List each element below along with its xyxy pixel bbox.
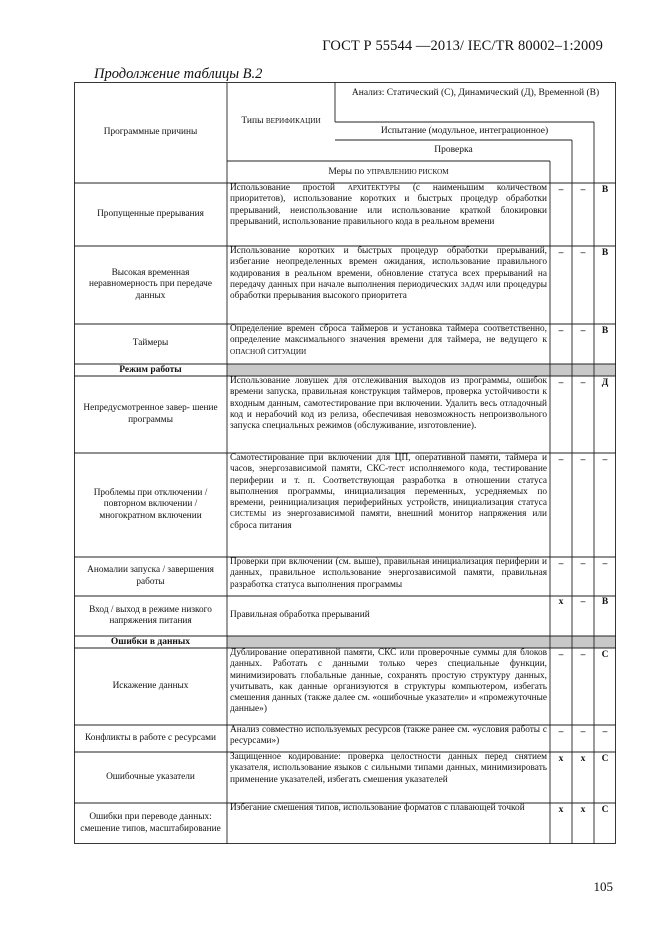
flag-check: – bbox=[558, 378, 564, 388]
row-cause: Конфликты в работе с ресурсами bbox=[84, 732, 217, 743]
section-title: Режим работы bbox=[119, 365, 182, 375]
flag-testing: – bbox=[580, 185, 586, 195]
flag-analysis: В bbox=[601, 326, 609, 336]
flag-analysis: С bbox=[601, 650, 609, 660]
row-measure bbox=[227, 596, 550, 636]
row-measure-text: Правильная обработка прерываний bbox=[230, 610, 370, 621]
flag-testing: – bbox=[580, 727, 586, 737]
document-header: ГОСТ Р 55544 —2013/ IEC/TR 80002–1:2009 bbox=[322, 38, 603, 54]
flag-check: – bbox=[558, 185, 564, 195]
flag-check: – bbox=[558, 727, 564, 737]
row-measure-text: Использование ловушек для отслеживания выходов из программы, ошибок времени запуска, правильная конструкция таймеров, проверка устойчивости к входным данным, самотестирование при включении. Удалить весь отладочный код и нерабочий код из релиза, обеспечивая невозможность непроизвольного запуска специальных режимов (обслуживание, изготовление). bbox=[230, 376, 547, 432]
row-measure bbox=[227, 324, 550, 364]
page-number: 105 bbox=[593, 879, 613, 894]
flag-analysis: В bbox=[601, 597, 609, 607]
row-measure-text: Использование коротких и быстрых процедур обработки прерываний, избегание неопределенных времен ожидания, использование правильного кодирования в реальном времени, обновление статуса всех прерываний на передачу данных при начале выполнения периодических ЗАДАЧ или процедуры обработки прерывания высокого приоритета bbox=[230, 246, 548, 302]
row-cause: Непредусмотренное завер- шение программы bbox=[83, 403, 218, 425]
flag-testing: – bbox=[580, 455, 586, 465]
row-measure-text: Использование простой АРХИТЕКТУРЫ (с наименьшим количеством приоритетов), использование коротких и быстрых процедур обработки прерываний, неиспользование или использование краткой блокировки прерываний, использование правильного кода в реальном времени bbox=[230, 183, 547, 227]
row-measure bbox=[227, 752, 550, 803]
header-types-smallcaps: ВЕРИФИКАЦИИ bbox=[265, 116, 321, 125]
smallcaps-term: ЗАДАЧ bbox=[460, 280, 484, 289]
section-title: Ошибки в данных bbox=[110, 637, 191, 647]
header-check: Проверка bbox=[434, 145, 473, 155]
flag-testing: – bbox=[580, 378, 586, 388]
header-testing: Испытание (модульное, интеграционное) bbox=[380, 126, 549, 136]
header-measures-smallcaps: УПРАВЛЕНИЮ РИСКОМ bbox=[366, 168, 449, 176]
header-analysis: Анализ: Статический (С), Динамический (Д), Временной (В) bbox=[351, 88, 600, 98]
header-causes: Программные причины bbox=[103, 126, 198, 137]
flag-analysis: С bbox=[601, 805, 609, 815]
row-cause: Аномалии запуска / завершения работы bbox=[87, 565, 214, 587]
flag-analysis: С bbox=[601, 754, 609, 764]
flag-check: – bbox=[558, 455, 564, 465]
row-measure bbox=[227, 246, 550, 324]
row-cause: Проблемы при отключении / повторном включении / многократном включении bbox=[93, 488, 208, 521]
row-measure-text: Дублирование оперативной памяти, СКС или проверочные суммы для блоков данных. Работать с данными только через специальные функции, минимизировать глобальные данные, сохранять простую структуру данных, учитывать, как данные организуются в структуры компьютером, избегать смешения данных (также далее см. «ошибочные указатели» и «промежуточные данные») bbox=[230, 648, 547, 715]
smallcaps-term: ОПАСНОЙ СИТУАЦИИ bbox=[230, 347, 307, 356]
flag-check: – bbox=[558, 650, 564, 660]
flag-analysis: – bbox=[602, 559, 608, 569]
row-measure-text: Проверки при включении (см. выше), правильная инициализация периферии и данных, правильное использование энергозависимой памяти, правильная разработка статуса выполнения программы bbox=[230, 557, 547, 590]
flag-testing: – bbox=[580, 597, 586, 607]
flag-testing: х bbox=[580, 754, 586, 764]
row-measure-text: Определение времен сброса таймеров и установка таймера соответственно, определение максимального значения времени для таймера, не ведущего к ОПАСНОЙ СИТУАЦИИ bbox=[230, 324, 547, 356]
row-measure-text: Самотестирование при включении для ЦП, оперативной памяти, таймера и часов, энергозависимой памяти, СКС-тест исполняемого кода, тестирование периферии и т. п. Соответствующая разработка в отношении статуса выполнения программы, инициализация переменных, усредняемых по времени, реинициализация периферийных устройств, инициализация статуса СИСТЕМЫ из энергозависимой памяти, внешний монитор напряжения или сброса питания bbox=[230, 453, 547, 531]
flag-check: – bbox=[558, 559, 564, 569]
row-cause: Вход / выход в режиме низкого напряжения питания bbox=[89, 604, 212, 626]
flag-analysis: Д bbox=[601, 378, 609, 388]
flag-testing: х bbox=[580, 805, 586, 815]
header-risk-measures bbox=[227, 161, 550, 183]
row-cause: Ошибки при переводе данных: смешение типов, масштабирование bbox=[80, 812, 221, 834]
smallcaps-term: АРХИТЕКТУРЫ bbox=[347, 184, 401, 192]
table-continuation-title: Продолжение таблицы В.2 bbox=[94, 66, 263, 82]
smallcaps-term: СИСТЕМЫ bbox=[230, 510, 267, 519]
row-measure bbox=[227, 557, 550, 596]
row-measure bbox=[227, 376, 550, 453]
verification-table bbox=[74, 82, 616, 844]
flag-analysis: – bbox=[602, 727, 608, 737]
flag-check: х bbox=[558, 754, 564, 764]
flag-analysis: В bbox=[601, 248, 609, 258]
row-measure bbox=[227, 803, 550, 844]
row-measure bbox=[227, 453, 550, 557]
row-cause: Таймеры bbox=[132, 338, 169, 349]
flag-testing: – bbox=[580, 326, 586, 336]
header-types-prefix: Типы bbox=[241, 115, 266, 126]
header-verification-types bbox=[227, 82, 335, 161]
row-measure bbox=[227, 183, 550, 246]
flag-testing: – bbox=[580, 248, 586, 258]
row-cause: Искажение данных bbox=[112, 680, 189, 691]
flag-analysis: В bbox=[601, 185, 609, 195]
flag-check: х bbox=[558, 805, 564, 815]
row-measure bbox=[227, 648, 550, 725]
row-cause: Ошибочные указатели bbox=[106, 771, 195, 782]
flag-analysis: – bbox=[602, 455, 608, 465]
header-measures-prefix: Меры по bbox=[328, 167, 367, 177]
row-cause: Пропущенные прерывания bbox=[97, 208, 204, 219]
row-cause: Высокая временная неравномерность при передаче данных bbox=[89, 268, 212, 301]
flag-check: – bbox=[558, 326, 564, 336]
flag-testing: – bbox=[580, 650, 586, 660]
row-measure-text: Анализ совместно используемых ресурсов (также ранее см. «условия работы с ресурсами») bbox=[230, 725, 547, 747]
flag-check: х bbox=[558, 597, 564, 607]
row-measure-text: Защищенное кодирование: проверка целостности данных перед снятием указателя, использование языков с сильными типами данных, минимизировать применение указателей, избегать смешения указателей bbox=[230, 752, 547, 785]
row-measure bbox=[227, 725, 550, 752]
flag-testing: – bbox=[580, 559, 586, 569]
flag-check: – bbox=[558, 248, 564, 258]
row-measure-text: Избегание смешения типов, использование форматов с плавающей точкой bbox=[230, 803, 525, 813]
